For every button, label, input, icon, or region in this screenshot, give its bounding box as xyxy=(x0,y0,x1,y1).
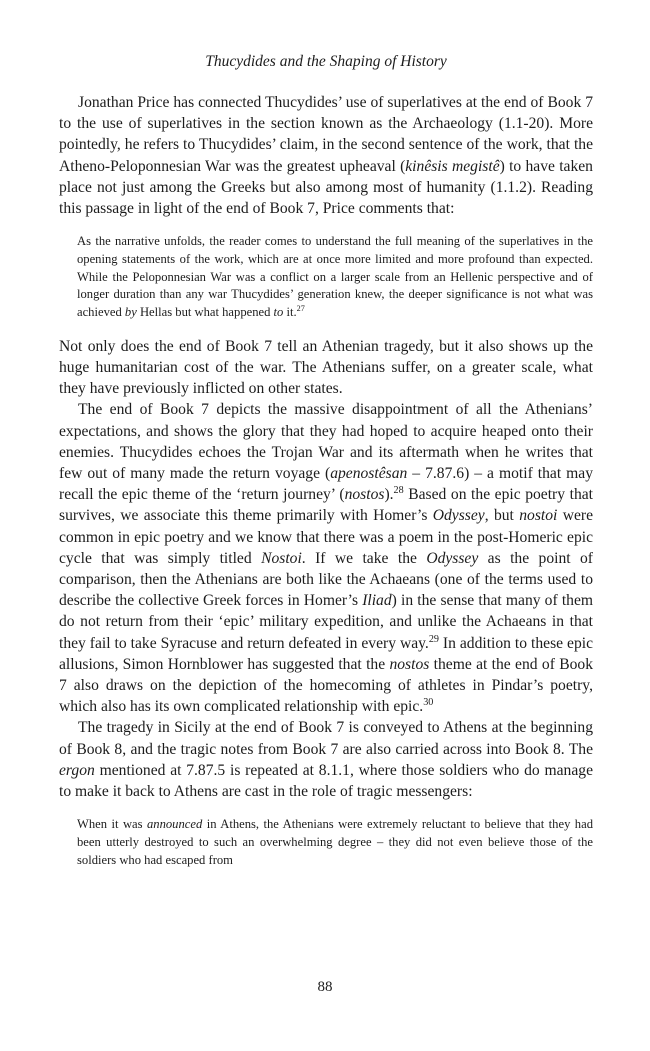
footnote-ref: 30 xyxy=(423,697,434,708)
text-run: theme at the end of Book 7 also draws on the depiction of the homecoming of athletes in Pindar’s poetry, which also has its own complicated relationship with epic. xyxy=(59,655,594,716)
running-head: Thucydides and the Shaping of History xyxy=(205,53,447,70)
italic-term: Odyssey xyxy=(426,549,479,567)
italic-term: to xyxy=(273,305,284,320)
text-run: in Athens, the Athenians were extremely reluctant to believe that they had been utterly destroyed to such an overwhelming degree – they did not even believe those of the soldiers who had escaped from xyxy=(77,817,593,867)
italic-term: nostoi xyxy=(519,507,558,525)
page-number: 88 xyxy=(317,979,333,995)
text-run: were common in epic poetry and we know that there was a poem in the post-Homeric epic cycle that was simply titled xyxy=(59,507,593,567)
text-run: When it was xyxy=(77,817,147,832)
text-run: mentioned at 7.87.5 is repeated at 8.1.1, where those soldiers who do manage to make it back to Athens are cast in the role of tragic messengers: xyxy=(59,761,593,800)
text-run: – 7.87.6) – a motif that may recall the epic theme of the ‘return journey’ ( xyxy=(59,464,593,504)
paragraph-book-8 xyxy=(59,717,593,802)
italic-term: apenostêsan xyxy=(330,464,408,482)
italic-term: Iliad xyxy=(362,592,392,610)
footnote-ref: 29 xyxy=(428,633,439,645)
paragraph-athenian-tragedy: Not only does the end of Book 7 tell an Athenian tragedy, but it also shows up the huge humanitarian cost of the war. The Athenians suffer, on a greater scale, what they have previously inflicted on other states. xyxy=(59,337,593,398)
italic-term: kinêsis megistê xyxy=(405,157,500,175)
text-run: . If we take the xyxy=(301,549,427,567)
italic-term: nostos xyxy=(344,486,385,504)
text-run: ) to have taken place not just among the Greeks but also among most of humanity (1.1.2). Reading this passage in light of the end of Book 7, Price comments that: xyxy=(59,157,593,218)
text-run: The end of Book 7 depicts the massive disappointment of all the Athenians’ expectations, and shows the glory that they had hoped to acquire heaped onto their enemies. Thucydides echoes the Trojan War and its aftermath when he writes that few out of many made the return voyage ( xyxy=(59,401,593,482)
text-run: Jonathan Price has connected Thucydides’ use of superlatives at the end of Book 7 to the use of superlatives in the section known as the Archaeology (1.1-20). More pointedly, he refers to Thucydides’ claim, in the second sentence of the work, that the Atheno-Peloponnesian War was the greatest upheaval ( xyxy=(59,94,593,175)
block-quote-price xyxy=(77,233,593,322)
italic-term: announced xyxy=(146,817,203,832)
text-run: The tragedy in Sicily at the end of Book 7 is conveyed to Athens at the beginning of Book 8, and the tragic notes from Book 7 are also carried across into Book 8. The xyxy=(59,719,593,758)
paragraph-nostos-theme xyxy=(59,399,593,717)
text-run: it. xyxy=(283,305,297,320)
text-run: ) in the sense that many of them do not return from their ‘epic’ military expedition, and unlike the Achaeans in that they fail to take Syracuse and return defeated in every way. xyxy=(59,592,593,652)
italic-term: Odyssey xyxy=(432,507,485,525)
text-run: Hellas but what happened xyxy=(136,305,274,320)
text-run: ). xyxy=(384,486,394,504)
block-quote-thucydides xyxy=(77,816,593,869)
footnote-ref: 27 xyxy=(296,303,305,313)
paragraph-price-superlatives xyxy=(59,92,593,219)
italic-term: nostos xyxy=(389,655,430,673)
italic-term: Nostoi xyxy=(261,549,302,567)
italic-term: by xyxy=(124,305,137,320)
footnote-ref: 28 xyxy=(393,484,404,496)
quote-text xyxy=(77,816,593,869)
text-run: In addition to these epic allusions, Simon Hornblower has suggested that the xyxy=(59,634,594,673)
text-run: as the point of comparison, then the Athenians are both like the Achaeans (one of the terms used to describe the collective Greek forces in Homer’s xyxy=(59,549,593,610)
text-run: , but xyxy=(484,507,520,525)
italic-term: ergon xyxy=(59,761,95,779)
text-run: Based on the epic poetry that survives, we associate this theme primarily with Homer’s xyxy=(59,486,593,525)
text-run: As the narrative unfolds, the reader comes to understand the full meaning of the superlatives in the opening statements of the work, which are at once more limited and more profound than expected. While the Peloponnesian War was a conflict on a larger scale from an Hellenic perspective and of longer duration than any war Thucydides’ generation knew, the deeper significance is not what was achieved xyxy=(77,234,593,320)
quote-text xyxy=(77,233,593,322)
